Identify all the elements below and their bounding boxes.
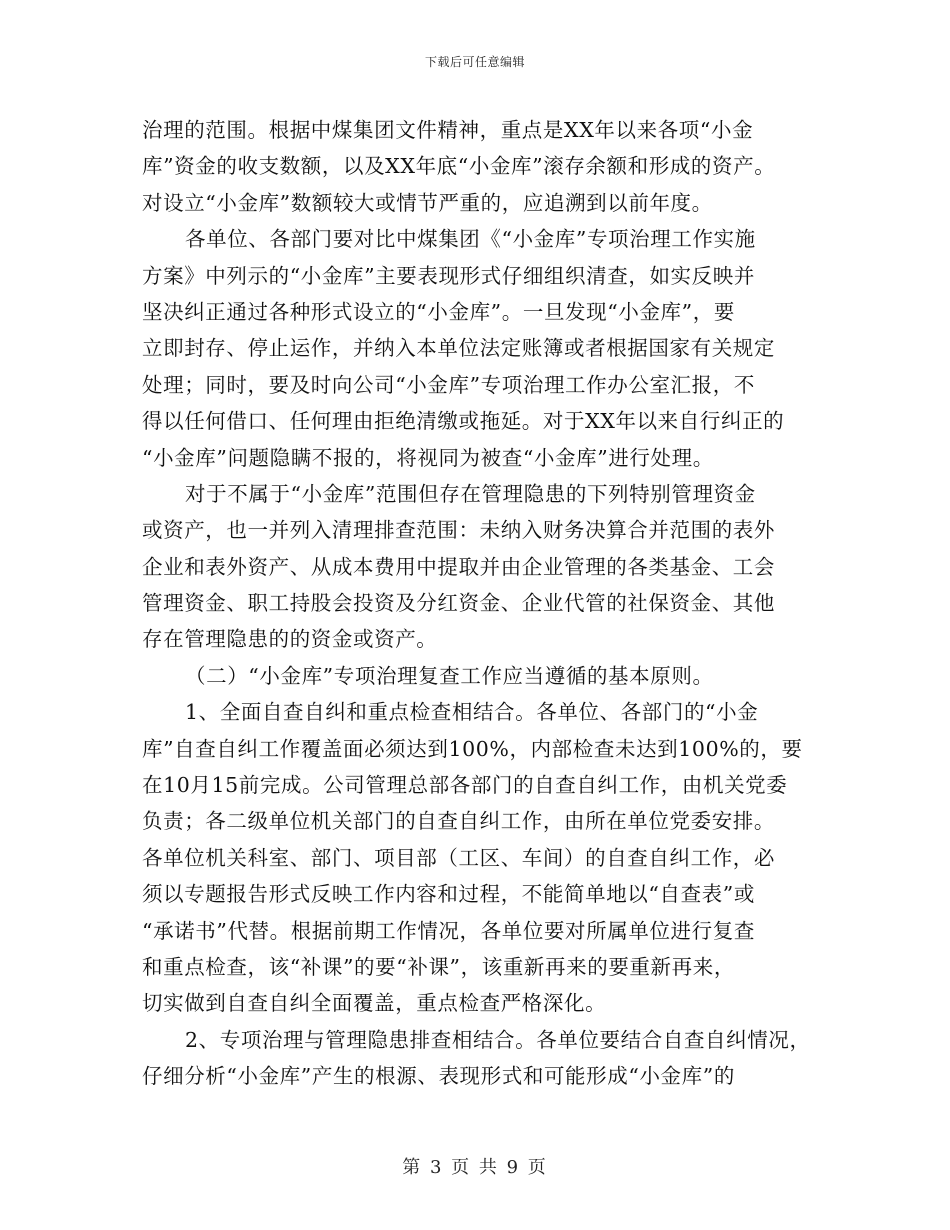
body-line: 负责；各二级单位机关部门的自查自纠工作，由所在单位党委安排。 — [142, 809, 775, 834]
body-line: 仔细分析“小金库”产生的根源、表现形式和可能形成“小金库”的 — [142, 1064, 735, 1089]
body-line: 管理资金、职工持股会投资及分红资金、企业代管的社保资金、其他 — [142, 591, 775, 616]
body-line: 各单位机关科室、部门、项目部（工区、车间）的自查自纠工作，必 — [142, 845, 775, 870]
section-heading: （二）“小金库”专项治理复查工作应当遵循的基本原则。 — [185, 663, 714, 688]
body-line: 库”自查自纠工作覆盖面必须达到100%，内部检查未达到100%的，要 — [142, 736, 803, 761]
body-line: 和重点检查，该“补课”的要“补课”，该重新再来的要重新再来， — [142, 954, 735, 979]
paragraph-start-line: 2、专项治理与管理隐患排查相结合。各单位要结合自查自纠情况， — [185, 1027, 811, 1052]
body-line: 治理的范围。根据中煤集团文件精神，重点是XX年以来各项“小金 — [142, 118, 754, 142]
body-line: 方案》中列示的“小金库”主要表现形式仔细组织清查，如实反映并 — [142, 263, 755, 288]
body-line: 企业和表外资产、从成本费用中提取并由企业管理的各类基金、工会 — [142, 554, 775, 579]
body-line: 立即封存、停止运作，并纳入本单位法定账簿或者根据国家有关规定 — [142, 336, 775, 361]
body-line: 得以任何借口、任何理由拒绝清缴或拖延。对于XX年以来自行纠正的 — [142, 409, 785, 434]
paragraph-start-line: 1、全面自查自纠和重点检查相结合。各单位、各部门的“小金 — [185, 700, 759, 725]
body-line: 坚决纠正通过各种形式设立的“小金库”。一旦发现“小金库”，要 — [142, 299, 735, 324]
body-line: 对设立“小金库”数额较大或情节严重的，应追溯到以前年度。 — [142, 190, 713, 215]
body-line: 切实做到自查自纠全面覆盖，重点检查严格深化。 — [142, 991, 607, 1016]
page-number: 第 3 页 共 9 页 — [402, 1157, 548, 1178]
paragraph-start-line: 对于不属于“小金库”范围但存在管理隐患的下列特别管理资金 — [185, 481, 756, 506]
body-line: 须以专题报告形式反映工作内容和过程，不能简单地以“自查表”或 — [142, 882, 755, 907]
body-line: 库”资金的收支数额，以及XX年底“小金库”滚存余额和形成的资产。 — [142, 154, 776, 179]
body-line: 或资产，也一并列入清理排查范围：未纳入财务决算合并范围的表外 — [142, 518, 775, 543]
paragraph-start-line: 各单位、各部门要对比中煤集团《“小金库”专项治理工作实施 — [185, 227, 756, 252]
document-body — [142, 112, 822, 1095]
body-line: 处理；同时，要及时向公司“小金库”专项治理工作办公室汇报，不 — [142, 372, 755, 397]
body-line: 在10月15前完成。公司管理总部各部门的自查自纠工作，由机关党委 — [142, 773, 788, 798]
body-line: “小金库”问题隐瞒不报的，将视同为被查“小金库”进行处理。 — [142, 445, 714, 470]
body-line: “承诺书”代替。根据前期工作情况，各单位要对所属单位进行复查 — [142, 918, 755, 943]
page-header-note: 下载后可任意编辑 — [424, 55, 525, 69]
body-line: 存在管理隐患的的资金或资产。 — [142, 627, 438, 652]
